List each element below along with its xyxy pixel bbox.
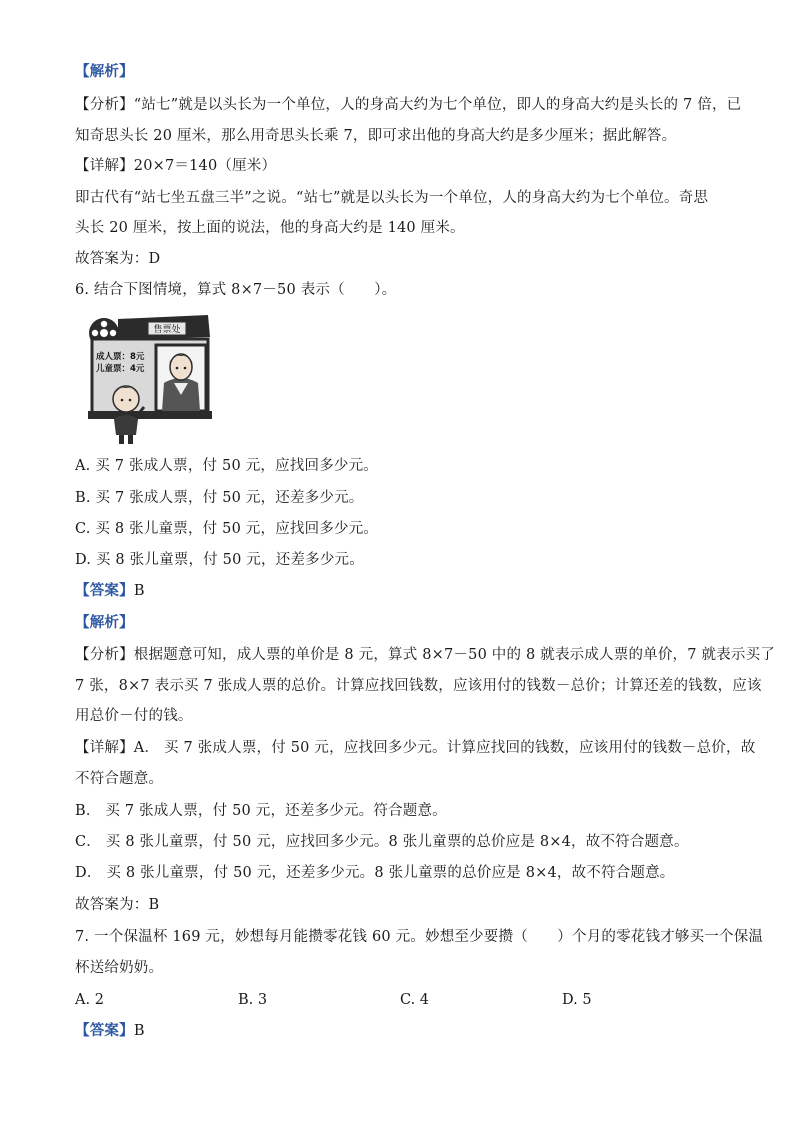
answer-tag: 【答案】 xyxy=(75,1022,134,1039)
analysis-line: 【分析】“站七”就是以头长为一个单位，人的身高大约为七个单位，即人的身高大约是头长的 7 倍，已 xyxy=(75,97,742,113)
ticket-booth-drawing xyxy=(84,313,212,445)
detail-line: 【详解】A． 买 7 张成人票，付 50 元，应找回多少元。计算应找回的钱数，应该用付的钱数－总价，故 xyxy=(75,740,756,756)
answer-value: B xyxy=(133,583,145,599)
option-b: B. 买 7 张成人票，付 50 元，还差多少元。 xyxy=(75,490,364,506)
question-6: 6. 结合下图情境，算式 8×7－50 表示（ ）。 xyxy=(75,282,397,298)
analysis-line: 用总价－付的钱。 xyxy=(75,708,193,724)
body-line: 头长 20 厘米，按上面的说法，他的身高大约是 140 厘米。 xyxy=(75,220,465,236)
option-d: D. 买 8 张儿童票，付 50 元，还差多少元。 xyxy=(75,552,364,568)
body-line: 即古代有“站七坐五盘三半”之说。“站七”就是以头长为一个单位，人的身高大约为七个单位。奇思 xyxy=(75,190,709,206)
detail-line: 不符合题意。 xyxy=(75,771,164,787)
answer-heading-7 xyxy=(75,1022,725,1040)
ticket-booth-illustration xyxy=(84,313,212,445)
answer-line: 故答案为：B xyxy=(75,897,160,913)
jiexi-heading-6: 【解析】 xyxy=(75,614,134,631)
adult-ticket-price: 成人票：8元 xyxy=(96,352,145,362)
detail-line: 【详解】20×7＝140（厘米） xyxy=(75,158,277,174)
analysis-line: 【分析】根据题意可知，成人票的单价是 8 元，算式 8×7－50 中的 8 就表示成人票的单价，7 就表示买了 xyxy=(75,647,775,663)
answer-value: B xyxy=(133,1023,145,1039)
analysis-line: 知奇思头长 20 厘米，那么用奇思头长乘 7，即可求出他的身高大约是多少厘米；据此解答。 xyxy=(75,128,677,144)
question-7: 7. 一个保温杯 169 元，妙想每月能攒零花钱 60 元。妙想至少要攒（ ）个月的零花钱才够买一个保温 xyxy=(75,929,764,945)
answer-tag: 【答案】 xyxy=(75,582,134,599)
detail-line: D． 买 8 张儿童票，付 50 元，还差多少元。8 张儿童票的总价应是 8×4，故不符合题意。 xyxy=(75,865,675,881)
question-7-cont: 杯送给奶奶。 xyxy=(75,960,164,976)
child-ticket-price: 儿童票：4元 xyxy=(96,364,145,374)
option-c: C. 买 8 张儿童票，付 50 元，应找回多少元。 xyxy=(75,521,379,537)
answer-heading-6 xyxy=(75,582,725,600)
detail-line: B． 买 7 张成人票，付 50 元，还差多少元。符合题意。 xyxy=(75,803,447,819)
detail-line: C． 买 8 张儿童票，付 50 元，应找回多少元。8 张儿童票的总价应是 8×4，故不符合题意。 xyxy=(75,834,689,850)
jiexi-heading-1: 【解析】 xyxy=(75,63,134,80)
q7-option-d: D. 5 xyxy=(562,992,592,1008)
q7-option-a: A. 2 xyxy=(75,992,104,1008)
q7-option-c: C. 4 xyxy=(400,992,430,1008)
sign-title: 售票处 xyxy=(153,325,181,335)
option-a: A. 买 7 张成人票，付 50 元，应找回多少元。 xyxy=(75,458,379,474)
analysis-line: 7 张，8×7 表示买 7 张成人票的总价。计算应找回钱数，应该用付的钱数－总价；计算还差的钱数，应该 xyxy=(75,678,762,694)
q7-option-b: B. 3 xyxy=(238,992,268,1008)
answer-line: 故答案为：D xyxy=(75,251,161,267)
